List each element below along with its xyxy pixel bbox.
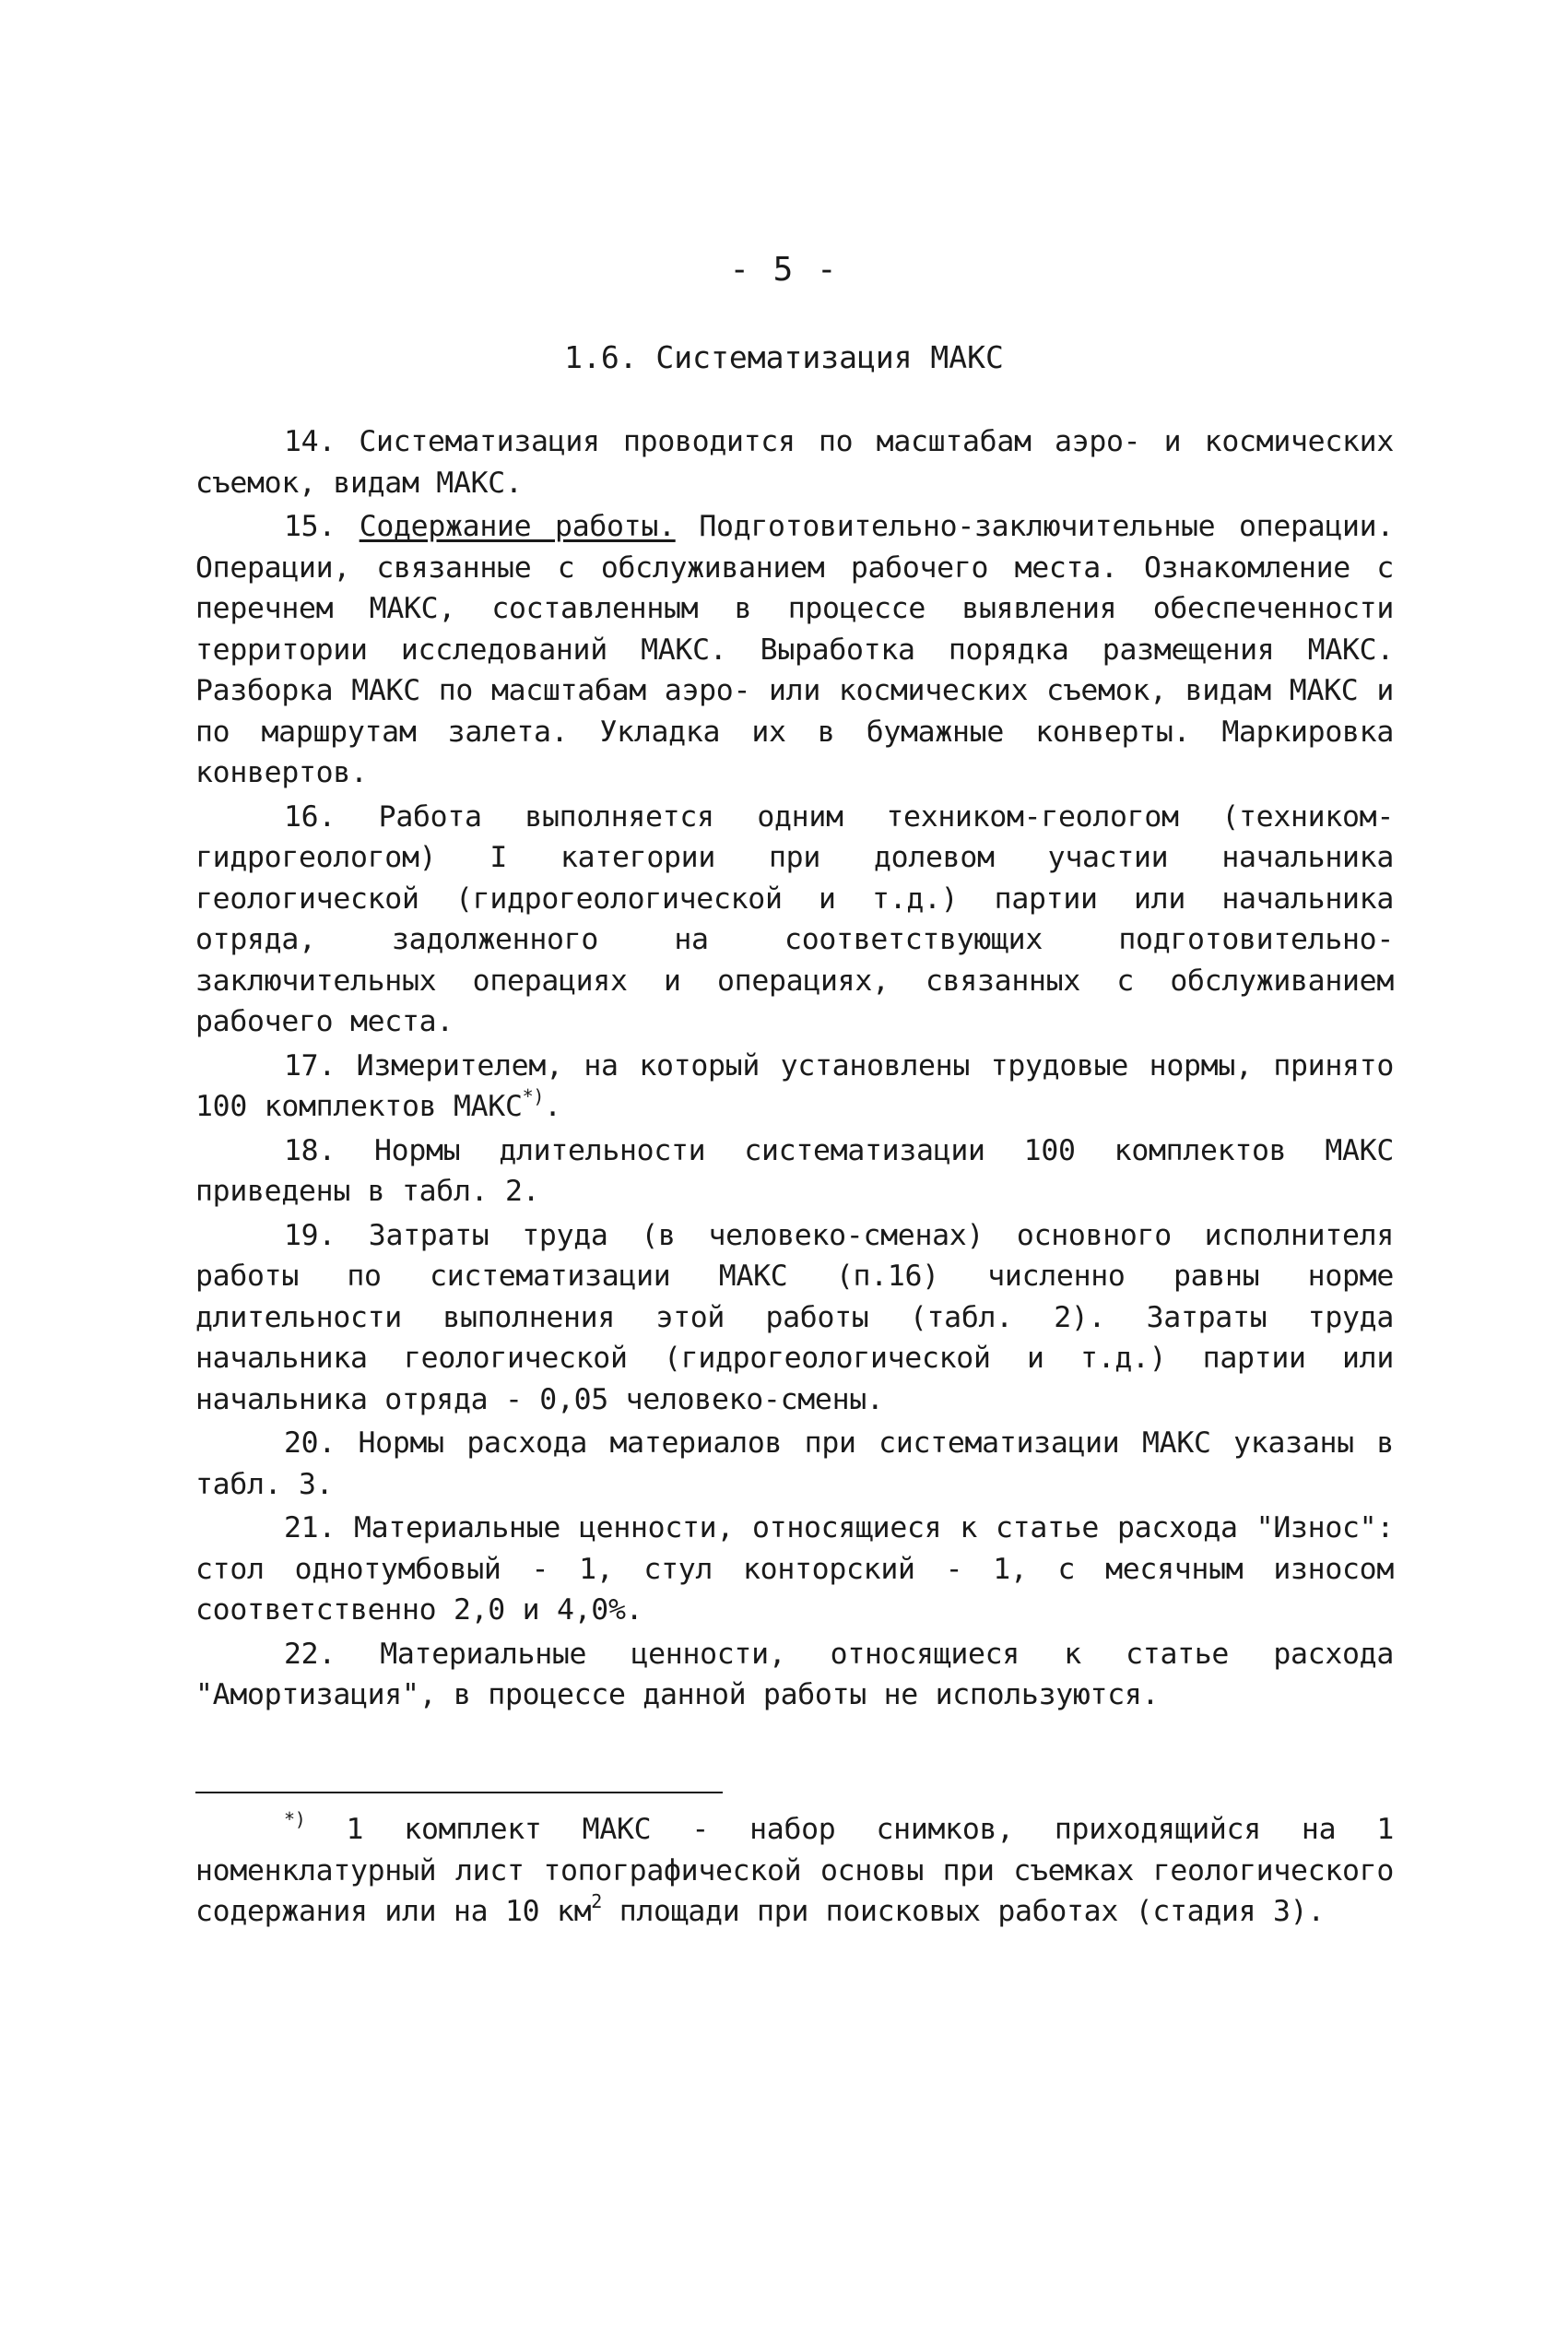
paragraph-17 <box>195 1046 1394 1128</box>
footnote-divider <box>195 1792 723 1793</box>
paragraph-15 <box>195 506 1394 794</box>
page-number: - 5 - <box>729 251 839 289</box>
paragraph-15-number: 15. <box>284 510 360 543</box>
paragraph-15-text: Подготовительно-заключительные операции. Операции, связанные с обслуживанием рабочего места. Ознакомление с перечнем МАКС, составленным в процессе выявления обеспеченности территории исследований МАКС. Выработка порядка размещения МАКС. Разборка МАКС по масштабам аэро- или космических съемок, видам МАКС и по маршрутам залета. Укладка их в бумажные конверты. Маркировка конвертов. <box>195 510 1394 789</box>
section-title: 1.6. Систематизация МАКС <box>564 339 1004 375</box>
paragraph-20: 20. Нормы расхода материалов при систематизации МАКС указаны в табл. 3. <box>195 1426 1394 1501</box>
paragraph-16: 16. Работа выполняется одним техником-геологом (техником-гидрогеологом) I категории при долевом участии начальника геологической (гидрогеологической и т.д.) партии или начальника отряда, задолженного на соответствующих подготовительно-заключительных операциях и операциях, связанных с обслуживанием рабочего места. <box>195 799 1394 1038</box>
footnote-text-start: 1 комплект МАКС - набор снимков, приходящийся на 1 номенклатурный лист топографической основы при съемках геологического содержания или на 10 км <box>195 1813 1394 1928</box>
footnote-superscript: 2 <box>591 1890 603 1912</box>
footnote <box>195 1809 1394 1933</box>
paragraph-18: 18. Нормы длительности систематизации 100 комплектов МАКС приведены в табл. 2. <box>195 1133 1394 1208</box>
paragraph-19: 19. Затраты труда (в человеко-сменах) основного исполнителя работы по систематизации МАКС (п.16) численно равны норме длительности выполнения этой работы (табл. 2). Затраты труда начальника геологической (гидрогеологической и т.д.) партии или начальника отряда - 0,05 человеко-смены. <box>195 1218 1394 1416</box>
paragraph-17-text: 17. Измерителем, на который установлены трудовые нормы, принято 100 комплектов МАКС <box>195 1048 1394 1123</box>
paragraph-17-end: . <box>544 1090 561 1123</box>
footnote-text-end: площади при поисковых работах (стадия 3). <box>602 1895 1325 1928</box>
paragraph-22: 22. Материальные ценности, относящиеся к статье расхода "Амортизация", в процессе данной работы не используются. <box>195 1637 1394 1711</box>
footnote-reference-mark: *) <box>522 1085 545 1107</box>
paragraph-21: 21. Материальные ценности, относящиеся к статье расхода "Износ": стол однотумбовый - 1, стул конторский - 1, с месячным износом соответственно 2,0 и 4,0%. <box>195 1511 1394 1627</box>
body-text <box>195 421 1394 1719</box>
paragraph-14: 14. Систематизация проводится по масштабам аэро- и космических съемок, видам МАКС. <box>195 425 1394 500</box>
footnote-mark: *) <box>284 1808 306 1830</box>
paragraph-15-heading: Содержание работы. <box>359 510 676 543</box>
